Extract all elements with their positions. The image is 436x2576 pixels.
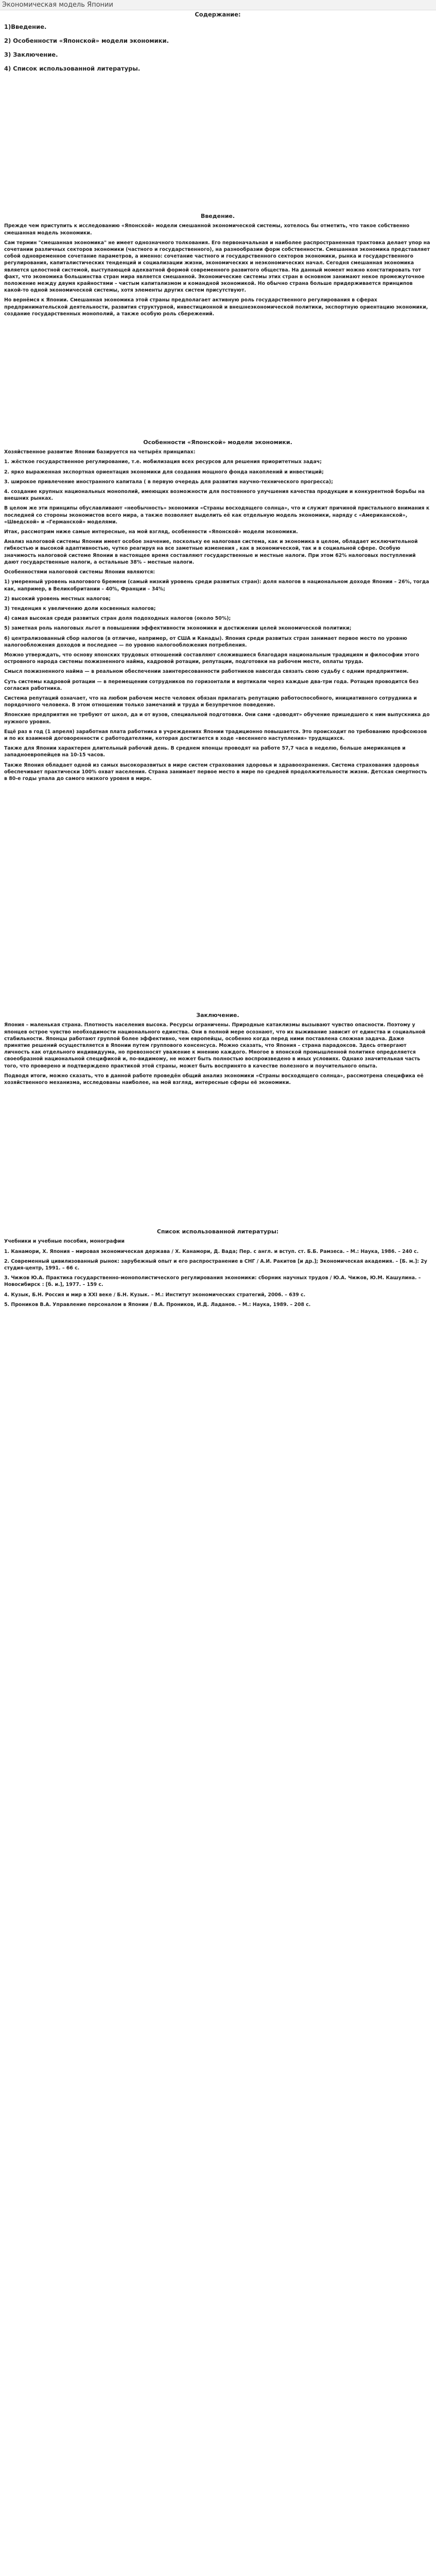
features-paragraph: 4. создание крупных национальных монополий, имеющих возможности для постоянного улучшения качества продукции и конкурентной борьбы на внешних рынках.	[4, 489, 425, 502]
features-paragraph: 5) заметная роль налоговых льгот в повышении эффективности экономики и достижении целей экономической политики;	[4, 625, 352, 632]
intro-paragraph: Прежде чем приступить к исследованию «Японской» модели смешанной экономической системы, хотелось бы отметить, что такое собственно смешанная модель экономики.	[4, 223, 410, 236]
toc-item: 1)Введение.	[4, 23, 47, 31]
table-of-contents	[4, 11, 431, 73]
section-conclusion	[4, 1012, 431, 1086]
features-heading: Особенности «Японской» модели экономики.	[143, 439, 292, 446]
section-introduction	[4, 213, 431, 317]
toc-item: 3) Заключение.	[4, 51, 58, 59]
features-paragraph: В целом же эти принципы обуславливают «необычность» экономики «Страны восходящего солнца», что и служит причиной пристального внимания к последней со стороны экономистов всего мира, а также позволяет выделить её как отдельную модель экономики, наряду с «Американской», «Шведской» и «Германской» моделями.	[4, 505, 430, 525]
reference-item: 5. Проников В.А. Управление персоналом в Японии / В.А. Проников, И.Д. Ладанов. – М.: Наука, 1989. – 208 с.	[4, 1301, 311, 1308]
toc-item: 4) Список использованной литературы.	[4, 65, 141, 73]
toc-item: 2) Особенности «Японской» модели экономики.	[4, 37, 169, 45]
toc-heading: Содержание:	[195, 11, 241, 18]
features-paragraph: 2. ярко выраженная экспортная ориентация экономики для создания мощного фонда накоплений и инвестиций;	[4, 469, 324, 475]
features-paragraph: Смысл пожизненного найма — в реальном обеспечении заинтересованности работников навсегда связать свою судьбу с одним предприятием.	[4, 669, 409, 675]
conclusion-paragraph: Япония – маленькая страна. Плотность населения высока. Ресурсы ограничены. Природные катаклизмы вызывают чувство опасности. Поэтому у японцев острое чувство необходимости национального единства. Они в полной мере осознают, что их выживание зависит от единства и социальной стабильности. Японцы работают группой более эффективно, чем европейцы, особенно когда перед ними поставлена сложная задача. Даже принятие решений осуществляется в Японии путем группового консенсуса. Можно сказать, что Япония – страна парадоксов. Здесь отвергают личность как отдельного индивидуума, но превозносят уважение к мнению каждого. Многое в японской промышленной политике определяется своеобразной национальной спецификой и, по-видимому, не может быть полностью воспроизведено в иных условиях. Однако значительная часть того, что проверено и подтверждено практикой этой страны, может быть воспринято в качестве полезного и поучительного опыта.	[4, 1022, 426, 1069]
features-paragraph: Суть системы кадровой ротации — в перемещении сотрудников по горизонтали и вертикали через каждые два-три года. Ротация проводится без согласия работника.	[4, 679, 419, 691]
features-paragraph: 4) самая высокая среди развитых стран доля подоходных налогов (около 50%);	[4, 616, 231, 622]
toc-list	[4, 23, 431, 73]
conclusion-heading: Заключение.	[196, 1012, 239, 1019]
features-paragraph: 1) умеренный уровень налогового бремени (самый низкий уровень среди развитых стран): доля налогов в национальном доходе Японии – 26%, тогда как, например, в Великобритании – 40%, Франции – 34%;	[4, 579, 429, 592]
features-paragraph: Также для Японии характерен длительный рабочий день. В среднем японцы проводят на работе 57,7 часа в неделю, больше американцев и западноевропейцев на 10-15 часов.	[4, 745, 406, 758]
features-paragraph: 2) высокий уровень местных налогов;	[4, 596, 111, 602]
features-paragraph: 3) тенденция к увеличению доли косвенных налогов;	[4, 605, 156, 612]
features-paragraph: Особенностями налоговой системы Японии являются:	[4, 569, 155, 575]
features-paragraph: 6) централизованный сбор налогов (в отличие, например, от США и Канады). Япония среди развитых стран занимает первое место по уровню налогообложения доходов и последнее — по уровню налогообложения потребления.	[4, 635, 407, 648]
section-features	[4, 439, 431, 782]
intro-paragraph: Но вернёмся к Японии. Смешанная экономика этой страны предполагает активную роль государственного регулирования в сферах предпринимательской деятельности, развития структурной, инвестиционной и внешнеэкономической политики, экспортную ориентацию экономики, создание государственных монополий, а также особую роль сбережений.	[4, 297, 428, 317]
reference-item: 2. Современный цивилизованный рынок: зарубежный опыт и его распространение в СНГ / А.И. Ракитов [и др.]; Экономическая академия. – [Б. м.]: 2у студия-центр, 1991. – 66 с.	[4, 1258, 427, 1272]
features-paragraph: Анализ налоговой системы Японии имеет особое значение, поскольку ее налоговая система, как и экономика в целом, обладает исключительной гибкостью и высокой адаптивностью, чутко реагируя на все заметные изменения , как в экономической, так и в социальной сфере. Особую значимость налоговой системе Японии в настоящее время составляют государственные и местные налоги. При этом 62% налоговых поступлений дают государственные налоги, а остальные 38% – местные налоги.	[4, 539, 418, 565]
document-body	[4, 11, 431, 1311]
features-paragraph: Итак, рассмотрим ниже самые интересные, на мой взгляд, особенности «Японской» модели экономики.	[4, 529, 298, 535]
intro-heading: Введение.	[200, 213, 235, 220]
window-title: Экономическая модель Японии	[0, 0, 436, 10]
reference-item: 4. Кузык, Б.Н. Россия и мир в XXI веке / Б.Н. Кузык. – М.: Институт экономических стратегий, 2006. – 639 с.	[4, 1292, 306, 1298]
intro-paragraph: Сам термин "смешанная экономика" не имеет однозначного толкования. Его первоначальная и наиболее распространенная трактовка делает упор на сочетании различных секторов экономики (частного и государственного), на разнообразии форм собственности. Смешанная экономика представляет собой одновременное сочетание параметров, а именно: сочетание частного и государственного секторов экономики, рынка и государственного регулирования, капиталистических тенденций и социализации жизни, экономических и неэкономических начал. Сегодня смешанная экономика является целостной системой, выступающей адекватной формой современного развитого общества. На данный момент можно констатировать тот факт, что экономика большинства стран мира является смешанной. Экономические системы этих стран в основном занимают некое промежуточное положение между двумя крайностями – чистым капитализмом и командной экономикой. Но обычно страна больше придерживается принципов какой-то одной экономической системы, хотя элементы других систем присутствуют.	[4, 240, 430, 294]
features-paragraph: 3. широкое привлечение иностранного капитала ( в первую очередь для развития научно-технического прогресса);	[4, 479, 333, 485]
conclusion-paragraph: Подводя итоги, можно сказать, что в данной работе проведён общий анализ экономики «Страны восходящего солнца», рассмотрена специфика её хозяйственного механизма, исследованы наиболее, на мой взгляд, интересные сферы её экономики.	[4, 1073, 424, 1086]
features-paragraph: Ещё раз в год (1 апреля) заработная плата работника в учреждениях Японии традиционно повышается. Это происходит по требованию профсоюзов и по их взаимной договоренности с работодателями, которая достигается в ходе «весеннего наступления» трудящихся.	[4, 728, 427, 741]
features-paragraph: Хозяйственное развитие Японии базируется на четырёх принципах:	[4, 449, 196, 455]
features-paragraph: Также Япония обладает одной из самых высокоразвитых в мире систем страхования здоровья и здравоохранения. Система страхования здоровья обеспечивает практически 100% охват населения. Страна занимает первое место в мире по средней продолжительности жизни. Детская смертность в 80-е годы упала до самого низкого уровня в мире.	[4, 762, 427, 782]
features-paragraph: 1. жёсткое государственное регулирование, т.е. мобилизация всех ресурсов для решения приоритетных задач;	[4, 459, 322, 465]
features-paragraph: Японские предприятия не требуют от школ, да и от вузов, специальной подготовки. Они сами «доводят» обучение пришедшего к ним выпускника до нужного уровня.	[4, 712, 430, 725]
section-references	[4, 1228, 431, 1308]
reference-item: Учебники и учебные пособия, монографии	[4, 1239, 125, 1245]
features-paragraph: Можно утверждать, что основу японских трудовых отношений составляют сложившиеся благодаря национальным традициям и философии этого островного народа системы пожизненного найма, кадровой ротации, репутации, подготовки на рабочем месте, оплаты труда.	[4, 652, 420, 665]
features-paragraph: Система репутаций означает, что на любом рабочем месте человек обязан прилагать репутацию работоспособного, инициативного сотрудника и порядочного человека. В этом отношении только замечаний и труда и безупречное поведение.	[4, 695, 417, 708]
references-heading: Список использованной литературы:	[156, 1228, 279, 1235]
reference-item: 3. Чижов Ю.А. Практика государственно-монополистического регулирования экономики: сборник научных трудов / Ю.А. Чижов, Ю.М. Кашулина. – Новосибирск : [б. и.], 1977. – 159 с.	[4, 1275, 421, 1288]
reference-item: 1. Канамори, Х. Япония – мировая экономическая держава / Х. Канамори, Д. Вада; Пер. с англ. и вступ. ст. Б.Б. Рамзеса. – М.: Наука, 1986. – 240 с.	[4, 1248, 419, 1255]
